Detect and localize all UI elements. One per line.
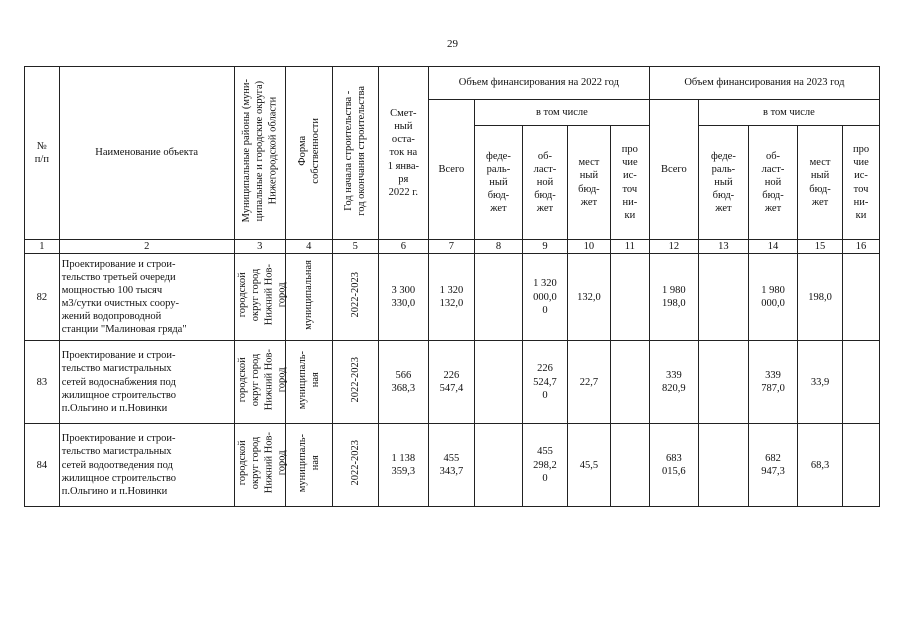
column-number: 11 bbox=[610, 240, 649, 254]
local-2023-cell: 198,0 bbox=[798, 254, 843, 341]
table-row bbox=[25, 341, 880, 424]
federal-2023-cell bbox=[698, 424, 748, 507]
header-num: № п/п bbox=[25, 67, 60, 240]
header-other-2023: про чие ис- точ ни- ки bbox=[843, 126, 880, 240]
header-including-2023: в том числе bbox=[698, 100, 879, 126]
table-header bbox=[25, 67, 880, 254]
years-cell: 2022-2023 bbox=[332, 341, 378, 424]
regional-2022-cell: 226 524,7 0 bbox=[522, 341, 567, 424]
column-number: 6 bbox=[378, 240, 428, 254]
total-2023-cell: 683 015,6 bbox=[649, 424, 698, 507]
object-name: Проектирование и строи- тельство третьей очереди мощностью 100 тысяч м3/сутки очистных соору- жений водопроводной станции "Малиновая гряда" bbox=[59, 254, 234, 341]
row-number: 84 bbox=[25, 424, 60, 507]
header-remainder: Смет- ный оста- ток на 1 янва- ря 2022 г. bbox=[378, 67, 428, 240]
federal-2022-cell bbox=[474, 424, 522, 507]
column-number: 16 bbox=[843, 240, 880, 254]
total-2022-cell: 455 343,7 bbox=[428, 424, 474, 507]
remainder-cell: 1 138 359,3 bbox=[378, 424, 428, 507]
header-local-2022: мест ный бюд- жет bbox=[567, 126, 610, 240]
other-2023-cell bbox=[843, 341, 880, 424]
regional-2023-cell: 1 980 000,0 bbox=[748, 254, 797, 341]
total-2022-cell: 1 320 132,0 bbox=[428, 254, 474, 341]
total-2023-cell: 1 980 198,0 bbox=[649, 254, 698, 341]
column-number: 14 bbox=[748, 240, 797, 254]
local-2023-cell: 68,3 bbox=[798, 424, 843, 507]
ownership-cell: муниципаль- ная bbox=[285, 424, 332, 507]
header-local-2023: мест ный бюд- жет bbox=[798, 126, 843, 240]
header-district: Муниципальные районы (муни- ципальные и городские округа) Нижегородской области bbox=[234, 67, 285, 240]
header-fin-2022: Объем финансирования на 2022 год bbox=[428, 67, 649, 100]
header-years: Год начала строительства - год окончания строительства bbox=[332, 67, 378, 240]
header-including-2022: в том числе bbox=[474, 100, 649, 126]
column-number: 4 bbox=[285, 240, 332, 254]
column-number: 3 bbox=[234, 240, 285, 254]
column-number: 5 bbox=[332, 240, 378, 254]
object-name: Проектирование и строи- тельство магистральных сетей водоотведения под жилищное строительство п.Ольгино и п.Новинки bbox=[59, 424, 234, 507]
remainder-cell: 566 368,3 bbox=[378, 341, 428, 424]
header-total-2022: Всего bbox=[428, 100, 474, 240]
table-row bbox=[25, 424, 880, 507]
federal-2022-cell bbox=[474, 341, 522, 424]
column-number: 9 bbox=[522, 240, 567, 254]
header-ownership: Форма собственности bbox=[285, 67, 332, 240]
federal-2023-cell bbox=[698, 341, 748, 424]
remainder-cell: 3 300 330,0 bbox=[378, 254, 428, 341]
federal-2022-cell bbox=[474, 254, 522, 341]
district-cell: городской округ город Нижний Нов- город bbox=[234, 341, 285, 424]
column-number: 12 bbox=[649, 240, 698, 254]
regional-2023-cell: 339 787,0 bbox=[748, 341, 797, 424]
other-2023-cell bbox=[843, 254, 880, 341]
header-regional-2022: об- ласт- ной бюд- жет bbox=[522, 126, 567, 240]
regional-2022-cell: 1 320 000,0 0 bbox=[522, 254, 567, 341]
column-numbers-row bbox=[25, 240, 880, 254]
header-federal-2023: феде- раль- ный бюд- жет bbox=[698, 126, 748, 240]
other-2022-cell bbox=[610, 424, 649, 507]
district-cell: городской округ город Нижний Нов- город bbox=[234, 424, 285, 507]
ownership-cell: муниципаль- ная bbox=[285, 341, 332, 424]
header-total-2023: Всего bbox=[649, 100, 698, 240]
local-2022-cell: 22,7 bbox=[567, 341, 610, 424]
header-federal-2022: феде- раль- ный бюд- жет bbox=[474, 126, 522, 240]
row-number: 82 bbox=[25, 254, 60, 341]
header-regional-2023: об- ласт- ной бюд- жет bbox=[748, 126, 797, 240]
table-body bbox=[25, 254, 880, 507]
column-number: 8 bbox=[474, 240, 522, 254]
other-2022-cell bbox=[610, 341, 649, 424]
table-row bbox=[25, 254, 880, 341]
column-number: 2 bbox=[59, 240, 234, 254]
local-2022-cell: 132,0 bbox=[567, 254, 610, 341]
ownership-cell: муниципальная bbox=[285, 254, 332, 341]
local-2022-cell: 45,5 bbox=[567, 424, 610, 507]
regional-2022-cell: 455 298,2 0 bbox=[522, 424, 567, 507]
column-number: 1 bbox=[25, 240, 60, 254]
financing-table bbox=[24, 66, 880, 507]
years-cell: 2022-2023 bbox=[332, 254, 378, 341]
column-number: 13 bbox=[698, 240, 748, 254]
regional-2023-cell: 682 947,3 bbox=[748, 424, 797, 507]
local-2023-cell: 33,9 bbox=[798, 341, 843, 424]
row-number: 83 bbox=[25, 341, 60, 424]
other-2022-cell bbox=[610, 254, 649, 341]
header-other-2022: про чие ис- точ ни- ки bbox=[610, 126, 649, 240]
district-cell: городской округ город Нижний Нов- город bbox=[234, 254, 285, 341]
years-cell: 2022-2023 bbox=[332, 424, 378, 507]
page-number: 29 bbox=[447, 38, 458, 50]
column-number: 10 bbox=[567, 240, 610, 254]
object-name: Проектирование и строи- тельство магистральных сетей водоснабжения под жилищное строительство п.Ольгино и п.Новинки bbox=[59, 341, 234, 424]
total-2022-cell: 226 547,4 bbox=[428, 341, 474, 424]
column-number: 7 bbox=[428, 240, 474, 254]
header-name: Наименование объекта bbox=[59, 67, 234, 240]
other-2023-cell bbox=[843, 424, 880, 507]
federal-2023-cell bbox=[698, 254, 748, 341]
column-number: 15 bbox=[798, 240, 843, 254]
header-fin-2023: Объем финансирования на 2023 год bbox=[649, 67, 879, 100]
total-2023-cell: 339 820,9 bbox=[649, 341, 698, 424]
